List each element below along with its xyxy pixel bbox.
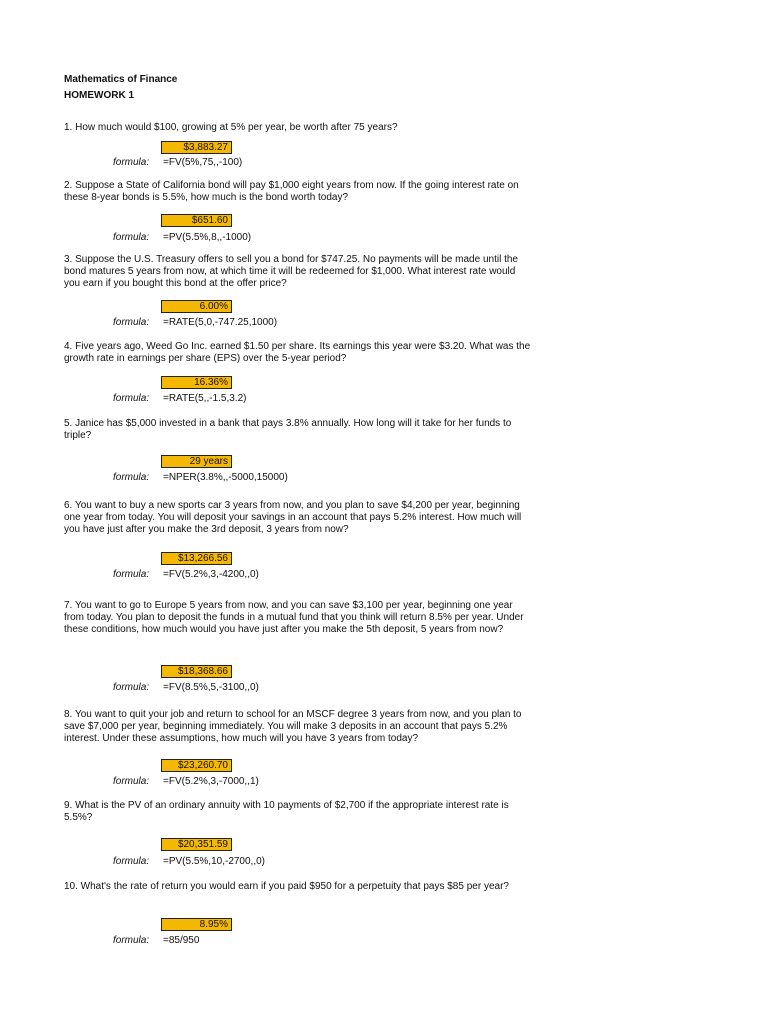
answer-cell-2[interactable]: $651.60 <box>161 214 232 227</box>
question-2-text: 2. Suppose a State of California bond will pay $1,000 eight years from now. If the going interest rate on these 8-year bonds is 5.5%, how much is the bond worth today? <box>64 180 519 203</box>
question-6-text: 6. You want to buy a new sports car 3 years from now, and you plan to save $4,200 per year, beginning one year from today. You will deposit your savings in an account that pays 5.2% interest. How much will you have just after you make the 3rd deposit, 3 years from now? <box>64 500 522 535</box>
formula-value-8: =FV(5.2%,3,-7000,,1) <box>163 776 259 787</box>
question-7-text: 7. You want to go to Europe 5 years from now, and you can save $3,100 per year, beginning one year from today. You plan to deposit the funds in a mutual fund that you think will return 8.5% per year. Under these conditions, how much would you have just after you make the 5th deposit, 5 years from now? <box>64 600 524 635</box>
question-4-text: 4. Five years ago, Weed Go Inc. earned $1.50 per share. Its earnings this year were $3.20. What was the growth rate in earnings per share (EPS) over the 5-year period? <box>64 341 531 364</box>
document-subtitle: HOMEWORK 1 <box>64 90 134 101</box>
question-5-text: 5. Janice has $5,000 invested in a bank that pays 3.8% annually. How long will it take for her funds to triple? <box>64 418 512 441</box>
formula-value-10: =85/950 <box>163 935 200 946</box>
formula-value-2: =PV(5.5%,8,,-1000) <box>163 232 252 243</box>
answer-cell-9[interactable]: $20,351.59 <box>161 838 232 851</box>
formula-label-9: formula: <box>113 856 150 867</box>
formula-value-9: =PV(5.5%,10,-2700,,0) <box>163 856 266 867</box>
formula-value-6: =FV(5.2%,3,-4200,,0) <box>163 569 259 580</box>
question-10-text: 10. What's the rate of return you would earn if you paid $950 for a perpetuity that pays $85 per year? <box>64 881 509 892</box>
answer-cell-6[interactable]: $13,266.56 <box>161 552 232 565</box>
answer-cell-1[interactable]: $3,883.27 <box>161 141 232 154</box>
answer-cell-10[interactable]: 8.95% <box>161 918 232 931</box>
formula-label-7: formula: <box>113 682 150 693</box>
document-title: Mathematics of Finance <box>64 74 178 85</box>
formula-label-5: formula: <box>113 472 150 483</box>
formula-value-5: =NPER(3.8%,,-5000,15000) <box>163 472 288 483</box>
formula-value-3: =RATE(5,0,-747.25,1000) <box>163 317 278 328</box>
answer-cell-8[interactable]: $23,260.70 <box>161 759 232 772</box>
question-3-text: 3. Suppose the U.S. Treasury offers to sell you a bond for $747.25. No payments will be made until the bond matures 5 years from now, at which time it will be redeemed for $1,000. What interest rate would you earn if you bought this bond at the offer price? <box>64 254 518 289</box>
formula-value-4: =RATE(5,,-1.5,3.2) <box>163 393 247 404</box>
answer-cell-3[interactable]: 6.00% <box>161 300 232 313</box>
question-1-text: 1. How much would $100, growing at 5% per year, be worth after 75 years? <box>64 122 398 133</box>
formula-label-1: formula: <box>113 157 150 168</box>
formula-value-7: =FV(8.5%,5,-3100,,0) <box>163 682 259 693</box>
formula-label-3: formula: <box>113 317 150 328</box>
answer-cell-7[interactable]: $18,368.66 <box>161 665 232 678</box>
formula-value-1: =FV(5%,75,,-100) <box>163 157 243 168</box>
question-9-text: 9. What is the PV of an ordinary annuity with 10 payments of $2,700 if the appropriate interest rate is 5.5%? <box>64 800 509 823</box>
document-header <box>64 72 177 104</box>
formula-label-10: formula: <box>113 935 150 946</box>
formula-label-2: formula: <box>113 232 150 243</box>
formula-label-8: formula: <box>113 776 150 787</box>
answer-cell-4[interactable]: 16.36% <box>161 376 232 389</box>
formula-label-6: formula: <box>113 569 150 580</box>
formula-label-4: formula: <box>113 393 150 404</box>
question-8-text: 8. You want to quit your job and return to school for an MSCF degree 3 years from now, and you plan to save $7,000 per year, beginning immediately. You will make 3 deposits in an account that pays 5.2% interest. Under these assumptions, how much will you have 3 years from today? <box>64 709 522 744</box>
answer-cell-5[interactable]: 29 years <box>161 455 232 468</box>
